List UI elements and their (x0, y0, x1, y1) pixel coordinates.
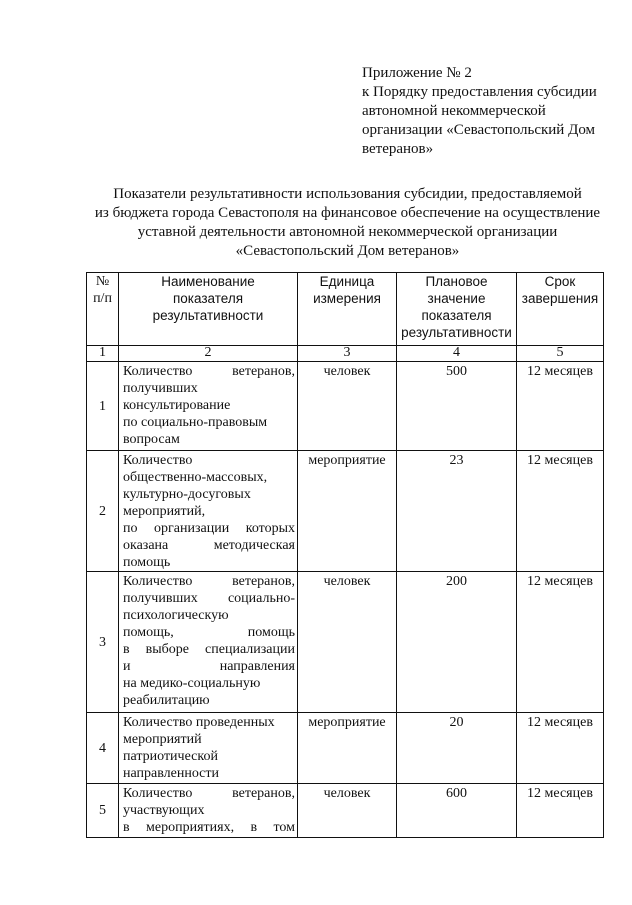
title-line: уставной деятельности автономной некоммерческой организации (137, 224, 558, 240)
appendix-line: ветеранов» (362, 141, 434, 157)
name-word: методическая (213, 538, 295, 553)
plan-value: 20 (397, 713, 517, 784)
name-word: мероприятиях, (146, 820, 235, 835)
name-line (123, 520, 295, 537)
unit-cell: человек (298, 572, 397, 713)
appendix-note (362, 64, 617, 159)
name-line: получивших (123, 381, 198, 396)
name-line (123, 819, 295, 836)
column-number: 1 (87, 346, 119, 362)
header-plan-line: Плановое (425, 274, 488, 289)
header-num-line: № (95, 274, 110, 289)
table-row (87, 362, 604, 451)
name-word: которых (245, 521, 295, 536)
name-line (123, 590, 295, 607)
plan-value: 500 (397, 362, 517, 451)
table-row (87, 784, 604, 838)
name-line: консультирование (123, 398, 231, 413)
unit-cell: мероприятие (298, 713, 397, 784)
term-cell: 12 месяцев (517, 784, 604, 838)
row-number: 4 (87, 713, 119, 784)
name-line (123, 573, 295, 590)
name-line (123, 658, 295, 675)
plan-value: 200 (397, 572, 517, 713)
row-number: 3 (87, 572, 119, 713)
name-line (123, 363, 295, 380)
plan-value: 600 (397, 784, 517, 838)
document-title (60, 185, 632, 261)
column-number: 5 (517, 346, 604, 362)
name-line: вопросам (123, 432, 180, 447)
term-cell: 12 месяцев (517, 713, 604, 784)
name-line (123, 785, 295, 802)
name-word: социально- (227, 591, 295, 606)
name-word: по (123, 521, 138, 536)
header-plan-line: показателя (421, 308, 492, 323)
name-word: специализации (205, 642, 295, 657)
table-row (87, 713, 604, 784)
name-word: ветеранов, (232, 574, 295, 589)
unit-cell: мероприятие (298, 451, 397, 572)
header-term-line: завершения (521, 291, 599, 306)
name-line: на медико-социальную (123, 676, 261, 691)
table-row (87, 451, 604, 572)
appendix-line: организации «Севастопольский Дом (362, 122, 596, 138)
header-name (119, 273, 298, 346)
header-unit (298, 273, 397, 346)
name-line: Количество (123, 453, 193, 468)
name-line: участвующих (123, 803, 205, 818)
row-number: 1 (87, 362, 119, 451)
name-line: по социально-правовым (123, 415, 268, 430)
row-number: 2 (87, 451, 119, 572)
column-numbers-row (87, 346, 604, 362)
appendix-line: Приложение № 2 (362, 65, 472, 81)
appendix-line: к Порядку предоставления субсидии (362, 84, 597, 100)
name-line: мероприятий (123, 732, 202, 747)
header-unit-line: измерения (313, 291, 381, 306)
name-word: в (123, 642, 130, 657)
name-word: Количество (123, 574, 193, 589)
title-line: Показатели результативности использования субсидии, предоставляемой (113, 186, 582, 202)
name-line: культурно-досуговых (123, 487, 251, 502)
name-line: мероприятий, (123, 504, 206, 519)
term-cell: 12 месяцев (517, 451, 604, 572)
name-line: направленности (123, 766, 220, 781)
name-word: помощь, (123, 625, 174, 640)
name-word: Количество (123, 364, 193, 379)
name-line: Количество проведенных (123, 715, 275, 730)
header-name-line: Наименование (161, 274, 255, 289)
column-number: 2 (119, 346, 298, 362)
indicators-table (86, 272, 604, 838)
name-word: в (250, 820, 258, 835)
header-plan-line: значение (427, 291, 486, 306)
name-word: направления (219, 659, 295, 674)
header-name-line: результативности (152, 308, 264, 323)
name-word: помощь (247, 625, 295, 640)
indicator-name (119, 784, 298, 838)
name-line (123, 641, 295, 658)
column-number: 3 (298, 346, 397, 362)
header-num (87, 273, 119, 346)
name-line (123, 624, 295, 641)
title-line: из бюджета города Севастополя на финансовое обеспечение на осуществление (94, 205, 601, 221)
name-line: помощь (123, 555, 171, 570)
header-term-line: Срок (544, 274, 576, 289)
name-word: ветеранов, (232, 786, 295, 801)
indicator-name (119, 451, 298, 572)
header-unit-line: Единица (319, 274, 375, 289)
name-word: выборе (145, 642, 190, 657)
name-word: получивших (123, 591, 198, 606)
name-line (123, 537, 295, 554)
header-row (87, 273, 604, 346)
name-word: ветеранов, (232, 364, 295, 379)
title-line: «Севастопольский Дом ветеранов» (235, 243, 460, 259)
name-line: общественно-массовых, (123, 470, 268, 485)
name-word: том (273, 820, 295, 835)
indicator-name (119, 713, 298, 784)
term-cell: 12 месяцев (517, 572, 604, 713)
row-number: 5 (87, 784, 119, 838)
header-term (517, 273, 604, 346)
name-line: реабилитацию (123, 693, 210, 708)
unit-cell: человек (298, 784, 397, 838)
table-row (87, 572, 604, 713)
plan-value: 23 (397, 451, 517, 572)
column-number: 4 (397, 346, 517, 362)
name-word: Количество (123, 786, 193, 801)
header-num-line: п/п (93, 291, 112, 306)
indicator-name (119, 362, 298, 451)
header-plan (397, 273, 517, 346)
term-cell: 12 месяцев (517, 362, 604, 451)
name-word: и (123, 659, 131, 674)
name-word: в (123, 820, 130, 835)
header-plan-line: результативности (401, 325, 512, 340)
name-line: психологическую (123, 608, 229, 623)
unit-cell: человек (298, 362, 397, 451)
appendix-line: автономной некоммерческой (362, 103, 546, 119)
name-word: оказана (123, 538, 169, 553)
indicator-name (119, 572, 298, 713)
name-line: патриотической (123, 749, 218, 764)
name-word: организации (154, 521, 230, 536)
header-name-line: показателя (172, 291, 244, 306)
